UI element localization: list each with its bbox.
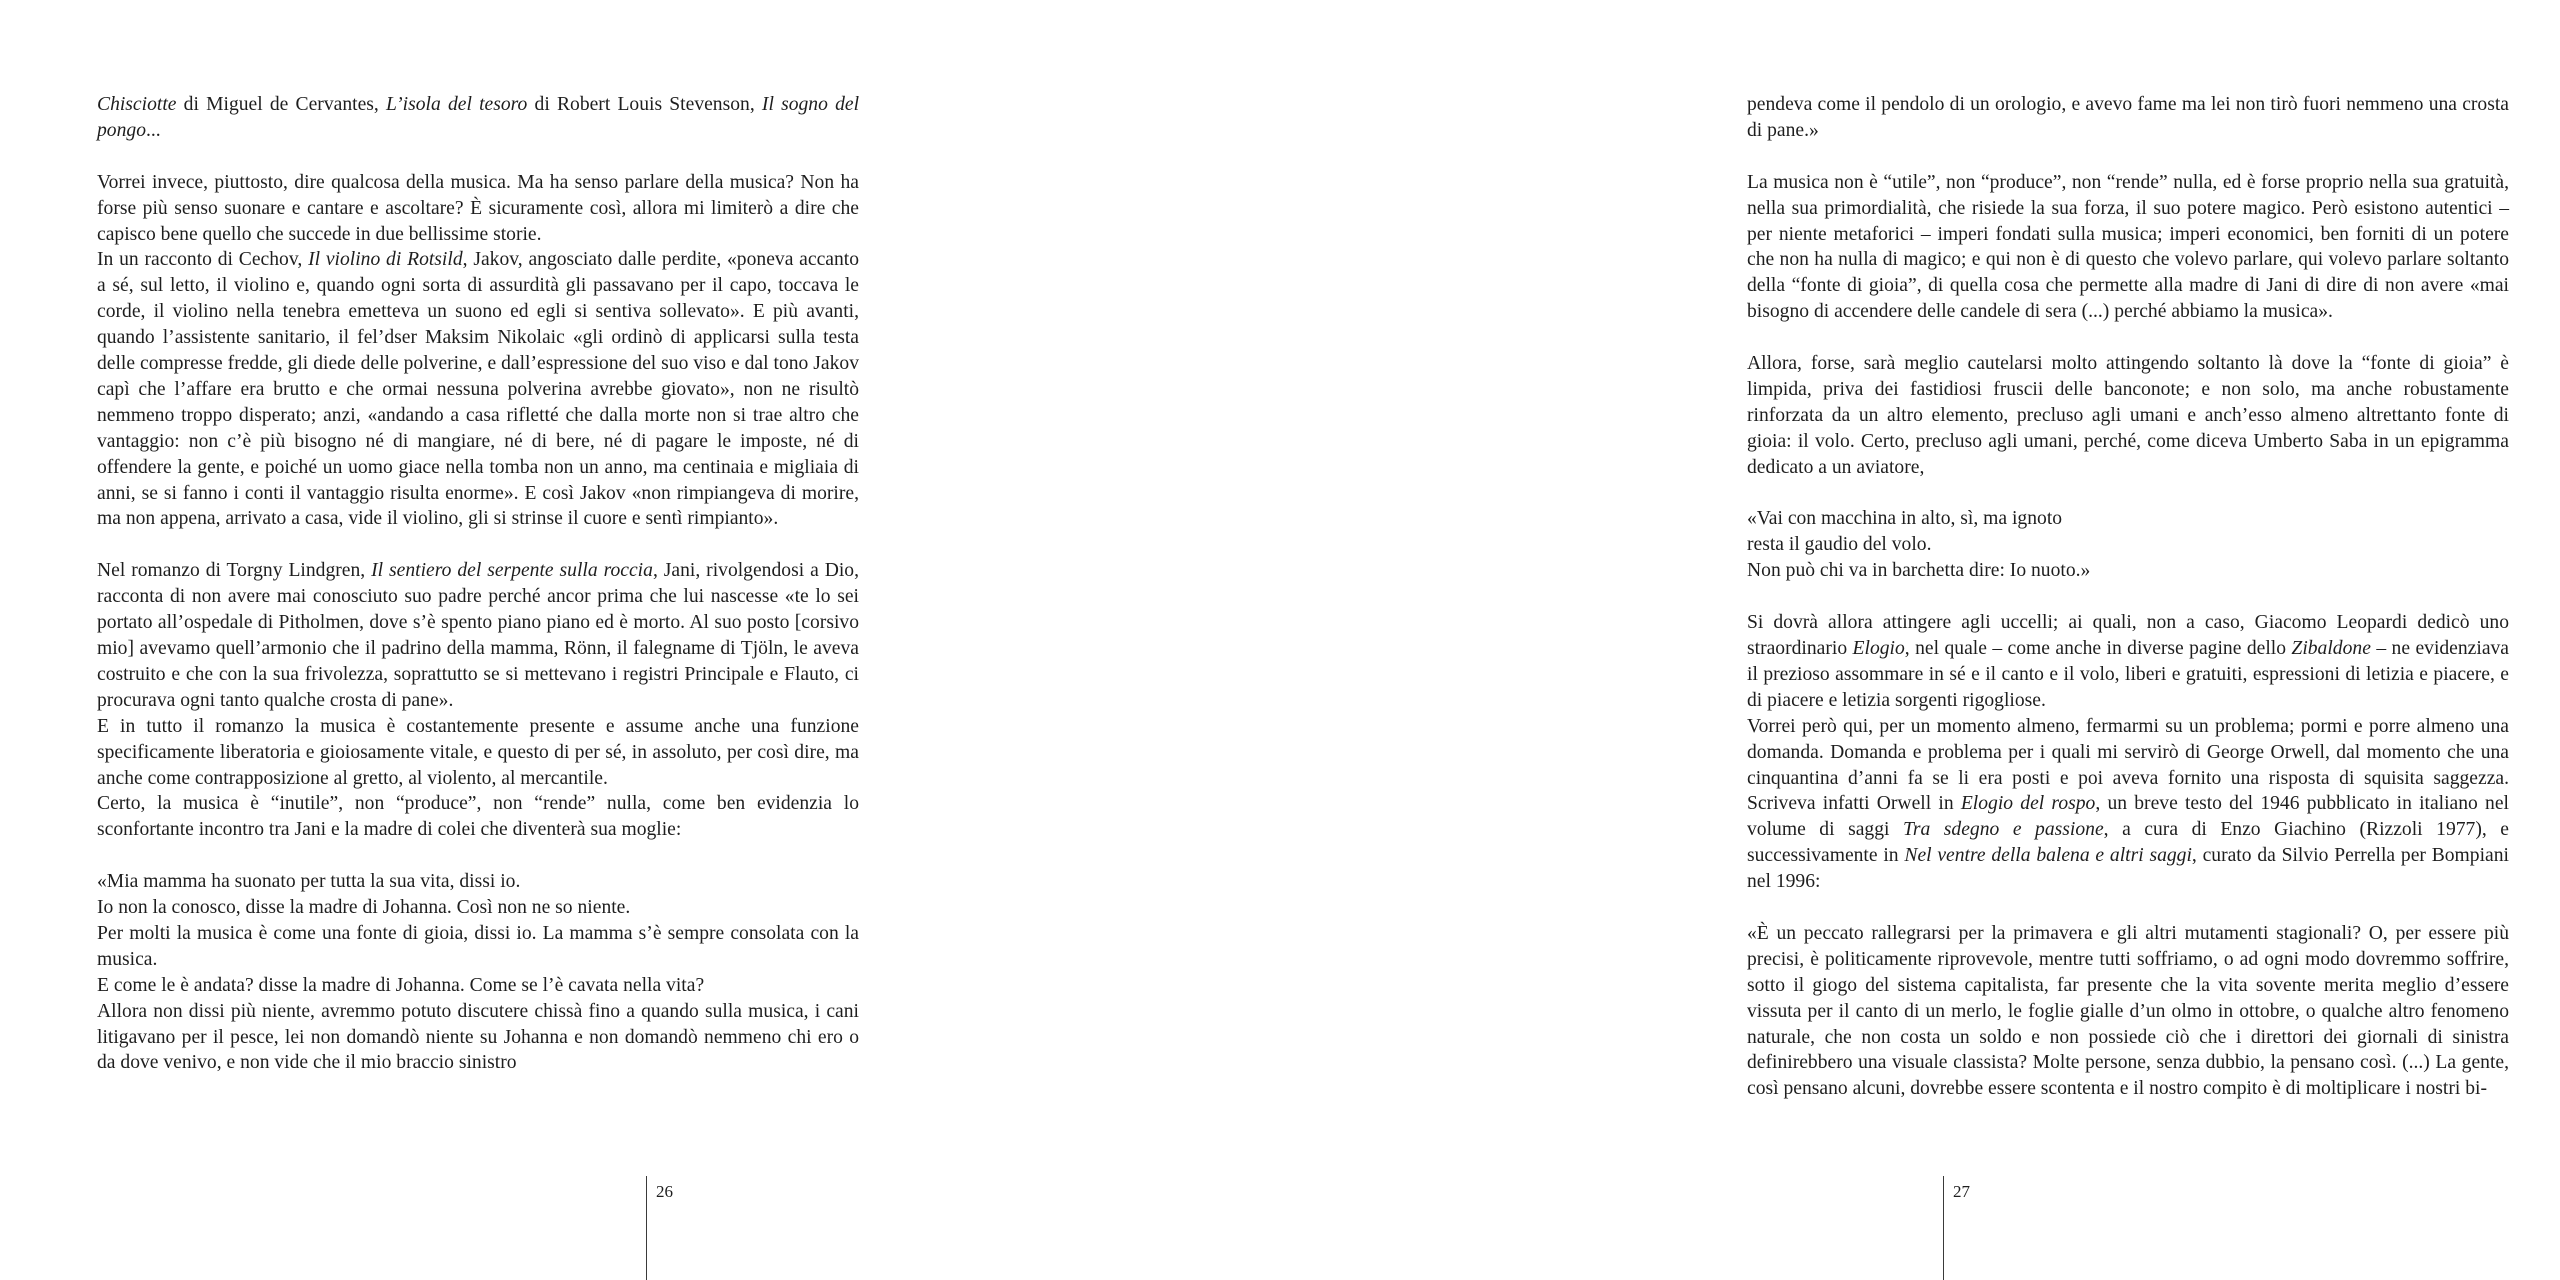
verse-line: Non può chi va in barchetta dire: Io nuoto.» xyxy=(1747,560,2091,582)
paragraph: pendeva come il pendolo di un orologio, e avevo fame ma lei non tirò fuori nemmeno una crosta di pane.» xyxy=(1747,94,2509,141)
right-page-text xyxy=(1747,92,2509,1102)
paragraph: Nel romanzo di Torgny Lindgren, Il sentiero del serpente sulla roccia, Jani, rivolgendosi a Dio, racconta di non avere mai conosciuto suo padre perché ancor prima che lui nascesse «te lo sei portato all’ospedale di Pitholmen, dove s’è spento piano piano ed è morto. Al suo posto [corsivo mio] avevamo quell’armonio che il padrino della mamma, Rönn, il falegname di Tjöln, le aveva costruito e che con la sua frivolezza, soprattutto se si mettevano i registri Principale e Flauto, ci procurava ogni tanto qualche crosta di pane». xyxy=(97,560,860,711)
page-divider xyxy=(646,1176,647,1280)
paragraph: Chisciotte di Miguel de Cervantes, L’isola del tesoro di Robert Louis Stevenson, Il sogno del pongo... xyxy=(97,94,860,141)
page-number: 27 xyxy=(1953,1182,1970,1201)
paragraph: Allora, forse, sarà meglio cautelarsi molto attingendo soltanto là dove la “fonte di gioia” è limpida, priva dei fastidiosi fruscii delle banconote; e non solo, ma anche robustamente rinforzata da un altro elemento, precluso agli umani e anch’esso almeno altrettanto fonte di gioia: il volo. Certo, precluso agli umani, perché, come diceva Umberto Saba in un epigramma dedicato a un aviatore, xyxy=(1747,353,2509,478)
verse-line: «Vai con macchina in alto, sì, ma ignoto xyxy=(1747,508,2063,530)
quote-line: Allora non dissi più niente, avremmo potuto discutere chissà fino a quando sulla musica, i cani litigavano per il pesce, lei non domandò niente su Johanna e non domandò nemmeno chi ero o da dove venivo, e non vide che il mio braccio sinistro xyxy=(97,1000,859,1074)
page-number: 26 xyxy=(656,1182,673,1201)
quote-line: Per molti la musica è come una fonte di gioia, dissi io. La mamma s’è sempre consolata con la musica. xyxy=(97,922,859,970)
paragraph: In un racconto di Cechov, Il violino di Rotsild, Jakov, angosciato dalle perdite, «poneva accanto a sé, sul letto, il violino e, quando ogni sorta di assurdità gli passavano per il capo, toccava le corde, il violino nella tenebra emetteva un suono ed egli si sentiva sollevato». E più avanti, quando l’assistente sanitario, il fel’dser Maksim Nikolaic «gli ordinò di applicarsi sulla testa delle compresse fredde, gli diede delle polverine, e dall’espressione del suo viso e dal tono Jakov capì che l’affare era brutto e che ormai nessuna polverina avrebbe giovato», non ne risultò nemmeno troppo disperato; anzi, «andando a casa rifletté che dalla morte non si trae altro che vantaggio: non c’è più bisogno né di mangiare, né di bere, né di pagare le imposte, né di offendere la gente, e poiché un uomo giace nella tomba non un anno, ma centinaia e migliaia di anni, se si fanno i conti il vantaggio risulta enorme». E così Jakov «non rimpiangeva di morire, ma non appena, arrivato a casa, vide il violino, gli si strinse il cuore e sentì rimpianto». xyxy=(97,249,860,530)
verse-line: resta il gaudio del volo. xyxy=(1747,534,1932,556)
paragraph: Si dovrà allora attingere agli uccelli; ai quali, non a caso, Giacomo Leopardi dedicò uno straordinario Elogio, nel quale – come anche in diverse pagine dello Zibaldone – ne evidenziava il prezioso assommare in sé e il canto e il volo, liberi e gratuiti, espressioni di letizia e piacere, e di piacere e letizia sorgenti rigogliose. xyxy=(1747,612,2510,711)
paragraph: Vorrei invece, piuttosto, dire qualcosa della musica. Ma ha senso parlare della musica? Non ha forse più senso suonare e cantare e ascoltare? È sicuramente così, allora mi limiterò a dire che capisco bene quello che succede in due bellissime storie. xyxy=(97,171,859,245)
quote-line: Io non la conosco, disse la madre di Johanna. Così non ne so niente. xyxy=(97,897,631,919)
paragraph: Certo, la musica è “inutile”, non “produce”, non “rende” nulla, come ben evidenzia lo sconfortante incontro tra Jani e la madre di colei che diventerà sua moglie: xyxy=(97,793,859,841)
quote-line: E come le è andata? disse la madre di Johanna. Come se l’è cavata nella vita? xyxy=(97,974,705,996)
left-page-text xyxy=(97,92,859,1076)
paragraph: Vorrei però qui, per un momento almeno, fermarmi su un problema; pormi e porre almeno una domanda. Domanda e problema per i quali mi servirò di George Orwell, dal momento che una cinquantina d’anni fa se li era posti e poi aveva fornito una risposta di squisita saggezza. Scriveva infatti Orwell in Elogio del rospo, un breve testo del 1946 pubblicato in italiano nel volume di saggi Tra sdegno e passione, a cura di Enzo Giachino (Rizzoli 1977), e successivamente in Nel ventre della balena e altri saggi, curato da Silvio Perrella per Bompiani nel 1996: xyxy=(1747,715,2509,893)
paragraph: E in tutto il romanzo la musica è costantemente presente e assume anche una funzione specificamente liberatoria e gioiosamente vitale, e questo di per sé, in assoluto, per così dire, ma anche come contrapposizione al gretto, al violento, al mercantile. xyxy=(97,715,859,789)
page-divider xyxy=(1943,1176,1944,1280)
paragraph: La musica non è “utile”, non “produce”, non “rende” nulla, ed è forse proprio nella sua gratuità, nella sua primordialità, che risiede la sua forza, il suo potere magico. Però esistono autentici – per niente metaforici – imperi fondati sulla musica; imperi economici, ben forniti di un potere che non ha nulla di magico; e qui non è di questo che volevo parlare, qui volevo parlare soltanto della “fonte di gioia”, di quella cosa che permette alla madre di Jani di dire di non avere «mai bisogno di accendere delle candele di sera (...) perché abbiamo la musica». xyxy=(1747,171,2509,323)
paragraph: «È un peccato rallegrarsi per la primavera e gli altri mutamenti stagionali? O, per essere più precisi, è politicamente riprovevole, mentre tutti soffriamo, o ad ogni modo dovremmo soffrire, sotto il giogo del sistema capitalista, far presente che la vita sovente merita meglio d’essere vissuta per il canto di un merlo, le foglie gialle d’un olmo in ottobre, o qualche altro fenomeno naturale, che non costa un soldo e non possiede ciò che i direttori dei giornali di sinistra definirebbero una visuale classista? Molte persone, senza dubbio, la pensano così. (...) La gente, così pensano alcuni, dovrebbe essere scontenta e il nostro compito è di moltiplicare i nostri bi- xyxy=(1747,922,2509,1100)
quote-line: «Mia mamma ha suonato per tutta la sua vita, dissi io. xyxy=(97,871,521,893)
